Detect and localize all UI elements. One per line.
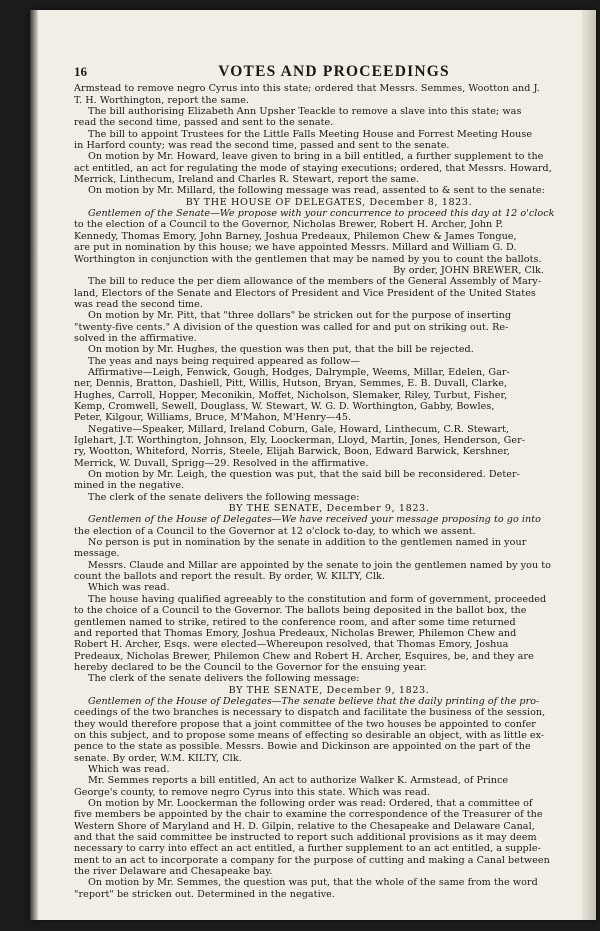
vote-line: Peter, Kilgour, Williams, Bruce, M'Mahon, M'Henry—45. bbox=[74, 412, 352, 424]
page-number: 16 bbox=[74, 64, 88, 79]
text-line: George's county, to remove negro Cyrus into this state. Which was read. bbox=[74, 786, 431, 798]
binding-gutter bbox=[30, 10, 38, 920]
text-line: On motion by Mr. Loockerman the following order was read: Ordered, that a committee of bbox=[88, 798, 533, 809]
page-header bbox=[74, 63, 584, 80]
vote-line: ner, Dennis, Bratton, Dashiell, Pitt, Willis, Hutson, Bryan, Semmes, E. B. Duvall, Clarke, bbox=[74, 378, 508, 390]
text-line: Gentlemen of the House of Delegates—The senate believe that the daily printing of the pro- bbox=[88, 695, 540, 707]
signature-line: senate. By order, W.M. KILTY, Clk. bbox=[74, 752, 242, 764]
text-line: "report" be stricken out. Determined in the negative. bbox=[74, 888, 335, 900]
text-line: Armstead to remove negro Cyrus into this state; ordered that Messrs. Semmes, Wootton and J. bbox=[74, 83, 540, 95]
text-line: On motion by Mr. Hughes, the question was then put, that the bill be rejected. bbox=[88, 344, 474, 356]
vote-line: ry, Wootton, Whiteford, Norris, Steele, Elijah Barwick, Boon, Edward Barwick, Kershner, bbox=[74, 446, 510, 458]
page-sheet bbox=[30, 10, 596, 920]
text-line: on this subject, and to propose some means of effecting so desirable an object, with as little ex- bbox=[74, 729, 545, 741]
text-line: ceedings of the two branches is necessary to dispatch and facilitate the business of the session, bbox=[74, 707, 546, 719]
running-head: VOTES AND PROCEEDINGS bbox=[218, 63, 450, 80]
text-line: was read the second time. bbox=[74, 298, 203, 310]
text-line: and reported that Thomas Emory, Joshua Predeaux, Nicholas Brewer, Philemon Chew and bbox=[74, 627, 517, 639]
text-line: they would therefore propose that a joint committee of the two houses be appointed to confer bbox=[74, 718, 536, 730]
text-line: On motion by Mr. Semmes, the question was put, that the whole of the same from the word bbox=[88, 877, 538, 889]
text-line: pence to the state as possible. Messrs. Bowie and Dickinson are appointed on the part of the bbox=[74, 741, 531, 753]
text-line: Merrick, Linthecum, Ireland and Charles R. Stewart, report the same. bbox=[74, 174, 420, 186]
text-line: The bill to reduce the per diem allowance of the members of the General Assembly of Mary- bbox=[88, 276, 542, 288]
text-line: mined in the negative. bbox=[74, 480, 185, 492]
text-line: in Harford county; was read the second time, passed and sent to the senate. bbox=[74, 140, 450, 152]
text-line: hereby declared to be the Council to the Governor for the ensuing year. bbox=[74, 661, 427, 673]
vote-line: Iglehart, J.T. Worthington, Johnson, Ely, Loockerman, Lloyd, Martin, Jones, Henderson, Ger- bbox=[74, 435, 526, 446]
text-line: necessary to carry into effect an act entitled, a further supplement to an act entitled, a supple- bbox=[74, 843, 541, 855]
text-line: Gentlemen of the House of Delegates—We have received your message proposing to go into bbox=[88, 514, 541, 526]
text-line: Predeaux, Nicholas Brewer, Philemon Chew and Robert H. Archer, Esquires, be, and they are bbox=[74, 650, 534, 662]
message-heading: BY THE HOUSE OF DELEGATES, December 8, 1823. bbox=[185, 196, 473, 208]
text-line: The bill to appoint Trustees for the Little Falls Meeting House and Forrest Meeting House bbox=[88, 128, 533, 140]
vote-line: Affirmative—Leigh, Fenwick, Gough, Hodges, Dalrymple, Weems, Millar, Edelen, Gar- bbox=[88, 366, 510, 378]
vote-line: Kemp, Cromwell, Sewell, Douglass, W. Stewart, W. G. D. Worthington, Gabby, Bowles, bbox=[74, 400, 495, 412]
text-line: land, Electors of the Senate and Electors of President and Vice President of the United States bbox=[74, 287, 536, 299]
text-line: Western Shore of Maryland and H. D. Gilpin, relative to the Chesapeake and Delaware Canal, bbox=[74, 820, 535, 832]
text-line: The yeas and nays being required appeared as follow— bbox=[88, 355, 361, 367]
text-line: The clerk of the senate delivers the following message: bbox=[88, 673, 360, 685]
text-line: Gentlemen of the Senate—We propose with your concurrence to proceed this day at 12 o'clock bbox=[88, 208, 555, 220]
text-line: gentlemen named to strike, retired to the conference room, and after some time returned bbox=[74, 616, 516, 628]
signature-line: count the ballots and report the result. By order, W. KILTY, Clk. bbox=[74, 571, 385, 583]
text-line: Which was read. bbox=[88, 582, 170, 594]
text-line: read the second time, passed and sent to the senate. bbox=[74, 117, 334, 129]
text-line: T. H. Worthington, report the same. bbox=[74, 94, 250, 106]
message-heading: BY THE SENATE, December 9, 1823. bbox=[228, 503, 430, 515]
text-line: Mr. Semmes reports a bill entitled, An act to authorize Walker K. Armstead, of Prince bbox=[88, 775, 509, 787]
vote-line: Merrick, W. Duvall, Sprigg—29. Resolved in the affirmative. bbox=[74, 457, 369, 469]
text-line: On motion by Mr. Millard, the following message was read, assented to & sent to the senate: bbox=[88, 185, 545, 197]
text-line: On motion by Mr. Pitt, that "three dollars" be stricken out for the purpose of inserting bbox=[88, 310, 512, 322]
page-content bbox=[74, 63, 584, 900]
message-heading: BY THE SENATE, December 9, 1823. bbox=[228, 684, 430, 696]
vote-line: Negative—Speaker, Millard, Ireland Coburn, Gale, Howard, Linthecum, C.R. Stewart, bbox=[88, 423, 510, 435]
text-line: Which was read. bbox=[88, 763, 170, 775]
text-line: On motion by Mr. Howard, leave given to bring in a bill entitled, a further supplement to the bbox=[88, 151, 544, 163]
text-line: The house having qualified agreeably to the constitution and form of government, proceeded bbox=[88, 593, 547, 605]
text-line: On motion by Mr. Leigh, the question was put, that the said bill be reconsidered. Deter- bbox=[88, 469, 520, 481]
text-line: are put in nomination by this house; we have appointed Messrs. Millard and William G. D. bbox=[74, 242, 517, 254]
text-line: message. bbox=[74, 548, 120, 560]
text-line: the election of a Council to the Governor at 12 o'clock to-day, to which we assent. bbox=[74, 525, 476, 537]
text-line: Worthington in conjunction with the gentlemen that may be named by you to count the ballots. bbox=[74, 253, 542, 265]
text-line: The clerk of the senate delivers the following message: bbox=[88, 491, 360, 503]
text-line: five members be appointed by the chair to examine the correspondence of the Treasurer of the bbox=[74, 809, 543, 821]
page-edge bbox=[582, 10, 596, 920]
text-line: The bill authorising Elizabeth Ann Upsher Teackle to remove a slave into this state; was bbox=[88, 106, 522, 118]
text-line: No person is put in nomination by the senate in addition to the gentlemen named in your bbox=[88, 537, 527, 549]
text-line: act entitled, an act for regulating the mode of staying executions; ordered, that Messrs. Howard, bbox=[74, 162, 552, 174]
signature-line: By order, JOHN BREWER, Clk. bbox=[393, 264, 544, 276]
text-line: Messrs. Claude and Millar are appointed by the senate to join the gentlemen named by you to bbox=[88, 559, 552, 571]
text-line: solved in the affirmative. bbox=[74, 332, 197, 344]
text-line: to the election of a Council to the Governor, Nicholas Brewer, Robert H. Archer, John P. bbox=[74, 219, 504, 231]
text-line: ment to an act to incorporate a company for the purpose of cutting and making a Canal between bbox=[74, 854, 550, 866]
text-line: to the choice of a Council to the Governor. The ballots being deposited in the ballot box, the bbox=[74, 605, 527, 617]
text-line: Robert H. Archer, Esqs. were elected—Whereupon resolved, that Thomas Emory, Joshua bbox=[74, 639, 509, 651]
text-line: and that the said committee be instructed to report such additional provisions as it may deem bbox=[74, 832, 537, 844]
vote-line: Hughes, Carroll, Hopper, Meconikin, Moffet, Nicholson, Slemaker, Riley, Turbut, Fisher, bbox=[74, 389, 508, 401]
text-line: "twenty-five cents." A division of the question was called for and put on striking out. Re- bbox=[74, 321, 509, 333]
text-line: the river Delaware and Chesapeake bay. bbox=[74, 866, 273, 878]
text-line: Kennedy, Thomas Emory, John Barney, Joshua Predeaux, Philemon Chew & James Tongue, bbox=[74, 230, 517, 242]
